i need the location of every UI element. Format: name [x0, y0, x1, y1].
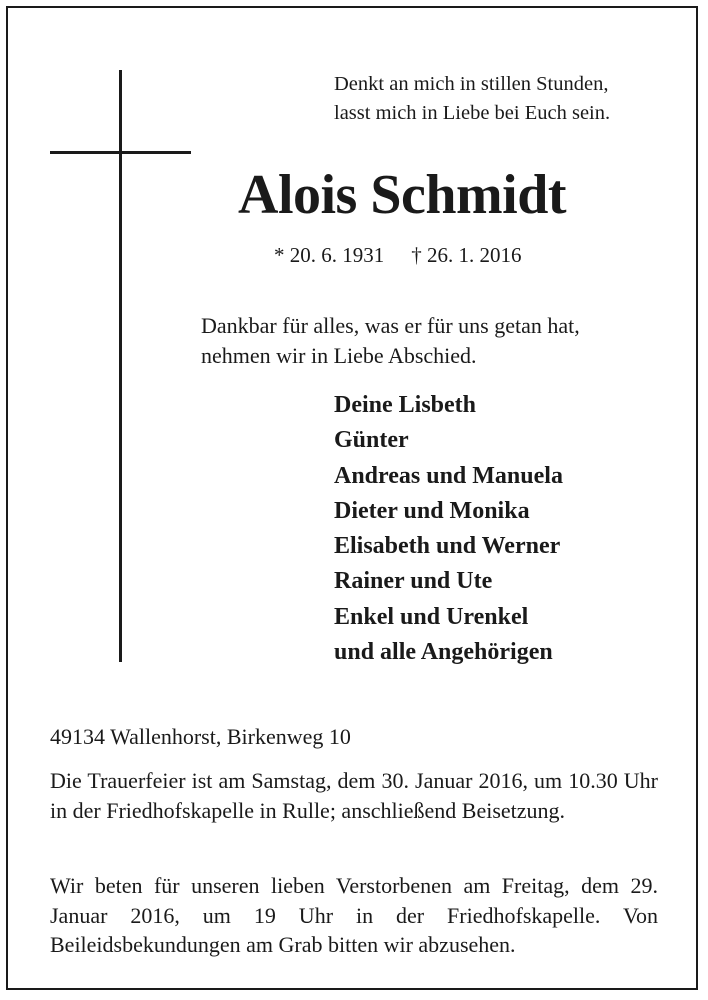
thanks-line-1: Dankbar für alles, was er für uns getan hat, [201, 313, 580, 338]
family-member: Elisabeth und Werner [334, 533, 561, 560]
family-list [334, 388, 563, 670]
family-member: Rainer und Ute [334, 568, 493, 595]
family-member: Dieter und Monika [334, 497, 530, 524]
prayer-notice: Wir beten für unseren lieben Verstorbenen am Freitag, dem 29. Januar 2016, um 19 Uhr in der Friedhofskapelle. Von Beileidsbekundungen am Grab bitten wir abzusehen. [50, 873, 658, 957]
family-member: Deine Lisbeth [334, 392, 477, 418]
birth-date: * 20. 6. 1931 [274, 243, 385, 267]
thanks-text [201, 311, 580, 371]
family-member: Enkel und Urenkel [334, 603, 529, 630]
death-date: † 26. 1. 2016 [411, 243, 522, 267]
family-member: und alle Angehörigen [334, 639, 553, 666]
motto [334, 70, 610, 128]
address: 49134 Wallenhorst, Birkenweg 10 [50, 724, 351, 749]
cross-icon-vertical [119, 70, 122, 662]
motto-line-2: lasst mich in Liebe bei Euch sein. [334, 102, 611, 124]
funeral-notice: Die Trauerfeier ist am Samstag, dem 30. Januar 2016, um 10.30 Uhr in der Friedhofskapelle in Rulle; anschließend Beisetzung. [50, 768, 658, 823]
family-member: Andreas und Manuela [334, 462, 563, 489]
thanks-line-2: nehmen wir in Liebe Abschied. [201, 343, 477, 368]
family-member: Günter [334, 427, 409, 454]
deceased-name: Alois Schmidt [238, 164, 566, 226]
cross-icon-horizontal [50, 151, 191, 154]
motto-line-1: Denkt an mich in stillen Stunden, [334, 73, 609, 95]
life-dates [274, 241, 522, 269]
